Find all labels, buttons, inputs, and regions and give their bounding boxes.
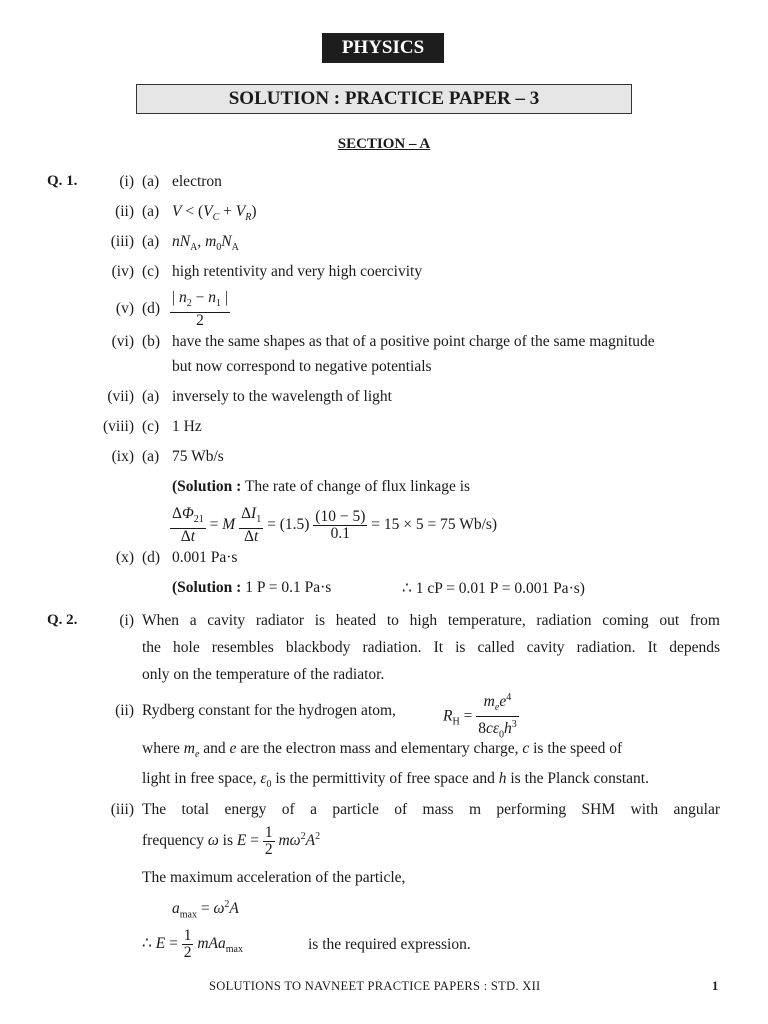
q2-item-iii-number: (iii) bbox=[110, 801, 134, 818]
q2-ii-line2: where $m_e$ and e are the electron mass and elementary charge, c is the speed of bbox=[142, 740, 623, 761]
item-option: (d) bbox=[142, 549, 161, 566]
energy-expression: ∴ E = $\frac{1}{2}$ mAa$_{max}$ bbox=[142, 927, 243, 961]
item-number: (vi) bbox=[111, 333, 134, 350]
item-answer: inversely to the wavelength of light bbox=[172, 388, 392, 405]
item-number: (vii) bbox=[107, 388, 134, 405]
item-answer-continued: but now correspond to negative potentials bbox=[172, 358, 432, 375]
text-part: is the speed of bbox=[533, 740, 623, 757]
rydberg-formula: $R_H$ = $\frac{m_ee^4}{8c\varepsilon_0h^3}$ bbox=[443, 692, 517, 741]
item-answer-formula: $\frac{| n_2 - n_1 |}{2}$ bbox=[172, 289, 228, 330]
item-answer: electron bbox=[172, 173, 222, 190]
item-option: (a) bbox=[142, 233, 160, 250]
text-part: light in free space, bbox=[142, 770, 257, 787]
item-option: (b) bbox=[142, 333, 161, 350]
q2-i-line2: the hole resembles blackbody radiation. It is called cavity radiation. It depends bbox=[142, 639, 720, 656]
item-number: (viii) bbox=[103, 418, 134, 435]
solution-ix-equation: $\frac{\Delta\Phi_{21}}{\Delta t}$ = M $\frac{\Delta I_1}{\Delta t}$ = (1.5) $\frac{(10 - 5)}{0.1}$ = 15 × 5 = 75 Wb/s) bbox=[172, 505, 498, 546]
text-part: frequency bbox=[142, 832, 204, 850]
q2-iii-line1: The total energy of a particle of mass m performing SHM with angular bbox=[142, 801, 720, 818]
item-number: (i) bbox=[119, 173, 134, 190]
solution-x-conclusion: ∴ 1 cP = 0.01 P = 0.001 Pa·s) bbox=[402, 580, 585, 597]
q2-i-line1: When a cavity radiator is heated to high temperature, radiation coming out from bbox=[142, 612, 720, 629]
solution-label: (Solution : bbox=[172, 579, 242, 596]
q2-label: Q. 2. bbox=[47, 612, 78, 628]
q2-iii-line2: frequency ω is E = $\frac{1}{2}$ $m\omega^2A^2$ bbox=[142, 824, 321, 858]
equation-part: = (1.5) bbox=[267, 516, 310, 534]
item-answer: 1 Hz bbox=[172, 418, 202, 435]
item-number: (iii) bbox=[110, 233, 134, 250]
item-option: (a) bbox=[142, 448, 160, 465]
item-number: (x) bbox=[115, 549, 134, 566]
solution-text: 1 P = 0.1 Pa·s bbox=[245, 579, 332, 596]
q2-iii-last: is the required expression. bbox=[308, 936, 471, 953]
equation-result: = 15 × 5 = 75 Wb/s) bbox=[371, 516, 498, 534]
text-part: is bbox=[222, 832, 234, 850]
q1-label: Q. 1. bbox=[47, 173, 78, 189]
fraction-denominator: 0.1 bbox=[330, 525, 351, 543]
item-number: (v) bbox=[115, 300, 134, 317]
solution-text: The rate of change of flux linkage is bbox=[244, 478, 471, 495]
item-answer: have the same shapes as that of a positive point charge of the same magnitude bbox=[172, 333, 655, 350]
item-answer: 0.001 Pa·s bbox=[172, 549, 238, 566]
item-number: (ii) bbox=[115, 203, 134, 220]
q2-ii-line3: light in free space, $\varepsilon_0$ is the permittivity of free space and h is the Planck constant. bbox=[142, 770, 649, 791]
solution-x bbox=[172, 579, 331, 597]
item-answer-formula: $nN_A$, $m_0N_A$ bbox=[172, 233, 239, 254]
text-part: where bbox=[142, 740, 180, 757]
item-option: (c) bbox=[142, 418, 160, 435]
q2-item-i-number: (i) bbox=[119, 612, 134, 629]
text-part: are the electron mass and elementary charge, bbox=[240, 740, 519, 757]
footer-text: SOLUTIONS TO NAVNEET PRACTICE PAPERS : STD. XII bbox=[209, 979, 541, 993]
q2-item-ii-number: (ii) bbox=[115, 702, 134, 719]
max-acceleration-formula: $a_{max} = \omega^2A$ bbox=[172, 899, 239, 921]
solution-ix bbox=[172, 478, 470, 496]
item-number: (iv) bbox=[111, 263, 134, 280]
solution-label: (Solution : bbox=[172, 478, 242, 495]
paper-title: SOLUTION : PRACTICE PAPER – 3 bbox=[136, 84, 632, 114]
text-part: is the permittivity of free space and bbox=[275, 770, 495, 787]
item-option: (d) bbox=[142, 300, 161, 317]
q2-ii-text: Rydberg constant for the hydrogen atom, bbox=[142, 702, 396, 719]
item-answer: 75 Wb/s bbox=[172, 448, 224, 465]
item-option: (c) bbox=[142, 263, 160, 280]
q2-i-line3: only on the temperature of the radiator. bbox=[142, 666, 385, 683]
item-option: (a) bbox=[142, 173, 160, 190]
item-option: (a) bbox=[142, 203, 160, 220]
page-number: 1 bbox=[712, 979, 719, 993]
item-option: (a) bbox=[142, 388, 160, 405]
item-answer: high retentivity and very high coercivity bbox=[172, 263, 423, 280]
item-answer-formula: $V < (V_C + V_R)$ bbox=[172, 203, 257, 224]
section-heading: SECTION – A bbox=[337, 136, 431, 152]
text-part: is the Planck constant. bbox=[510, 770, 649, 787]
item-number: (ix) bbox=[111, 448, 134, 465]
text-part: and bbox=[203, 740, 226, 757]
subject-label: PHYSICS bbox=[322, 33, 444, 63]
q2-iii-line3: The maximum acceleration of the particle, bbox=[142, 869, 406, 886]
fraction-numerator: (10 − 5) bbox=[315, 508, 366, 526]
